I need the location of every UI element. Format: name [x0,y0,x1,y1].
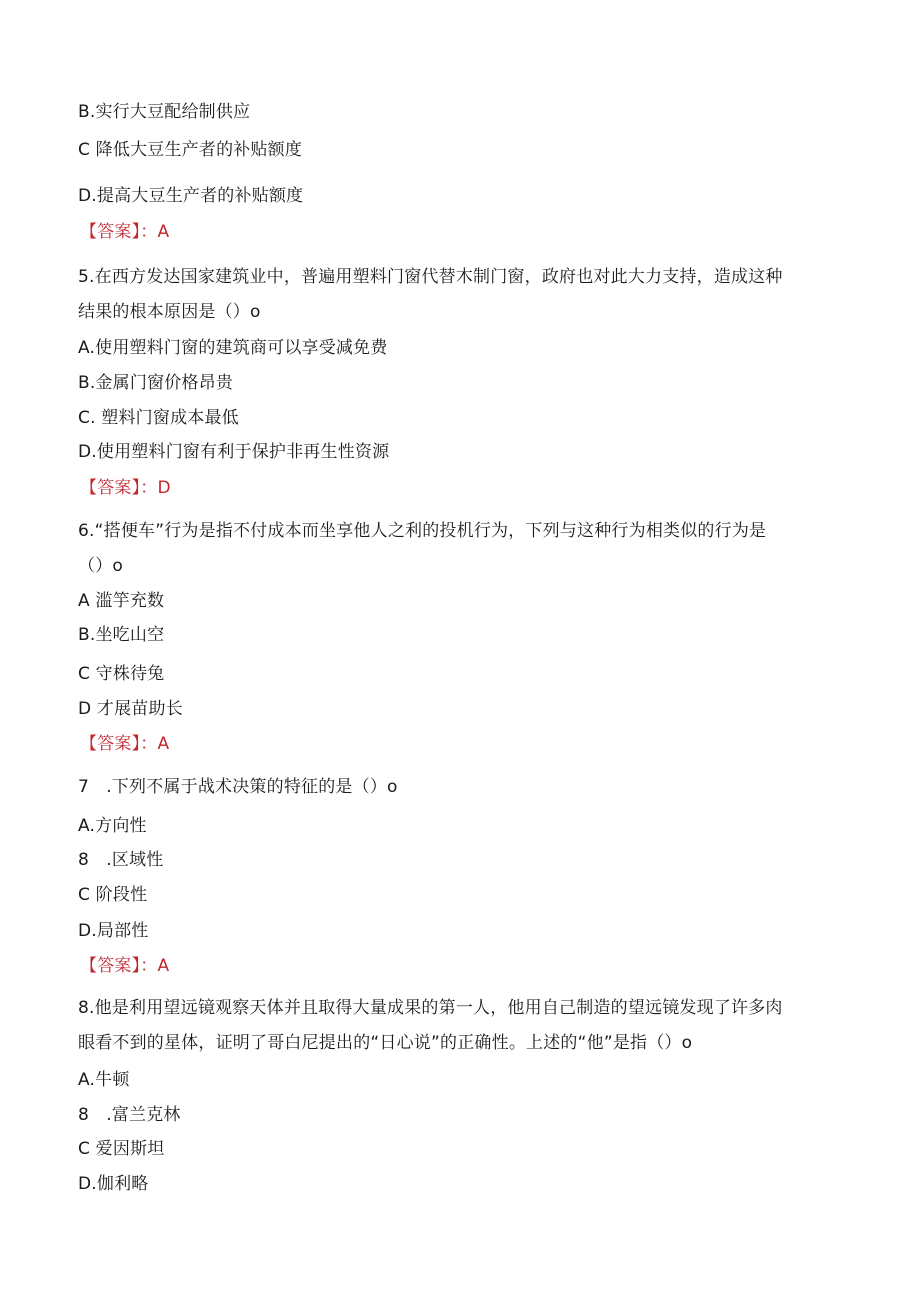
question-5-line-2: 结果的根本原因是（）o [78,302,261,322]
question-5-line-1: 5.在西方发达国家建筑业中，普遍用塑料门窗代替木制门窗，政府也对此大力支持，造成这种 [78,267,783,287]
option-b-q4: B.实行大豆配给制供应 [78,102,251,122]
option-c-q5: C. 塑料门窗成本最低 [78,408,239,428]
option-d-q4: D.提高大豆生产者的补贴额度 [78,186,304,206]
question-7: 7 .下列不属于战术决策的特征的是（）o [78,777,398,797]
question-8-line-2: 眼看不到的星体，证明了哥白尼提出的“日心说”的正确性。上述的“他”是指（）o [78,1033,693,1053]
answer-q6: 【答案】：A [80,734,170,754]
option-b-q7: 8 .区域性 [78,850,164,870]
option-d-q7: D.局部性 [78,921,149,941]
answer-q7: 【答案】：A [80,956,170,976]
option-a-q8: A.牛顿 [78,1070,130,1090]
question-6-line-2: （）o [78,556,124,576]
option-c-q4: C 降低大豆生产者的补贴额度 [78,140,303,160]
question-8-line-1: 8.他是利用望远镜观察天体并且取得大量成果的第一人，他用自己制造的望远镜发现了许多肉 [78,998,783,1018]
option-c-q6: C 守株待兔 [78,664,165,684]
option-d-q6: D 才展苗助长 [78,699,183,719]
option-a-q5: A.使用塑料门窗的建筑商可以享受减免费 [78,338,388,358]
answer-q5: 【答案】：D [80,478,171,498]
option-d-q8: D.伽利略 [78,1174,149,1194]
question-6-line-1: 6.“搭便车”行为是指不付成本而坐享他人之利的投机行为，下列与这种行为相类似的行为是 [78,521,767,541]
option-b-q5: B.金属门窗价格昂贵 [78,373,234,393]
option-a-q7: A.方向性 [78,816,147,836]
option-d-q5: D.使用塑料门窗有利于保护非再生性资源 [78,442,390,462]
answer-q4: 【答案】：A [80,222,170,242]
option-b-q8: 8 .富兰克林 [78,1105,181,1125]
option-a-q6: A 滥竽充数 [78,591,165,611]
option-b-q6: B.坐吃山空 [78,625,165,645]
option-c-q7: C 阶段性 [78,885,148,905]
option-c-q8: C 爱因斯坦 [78,1139,165,1159]
